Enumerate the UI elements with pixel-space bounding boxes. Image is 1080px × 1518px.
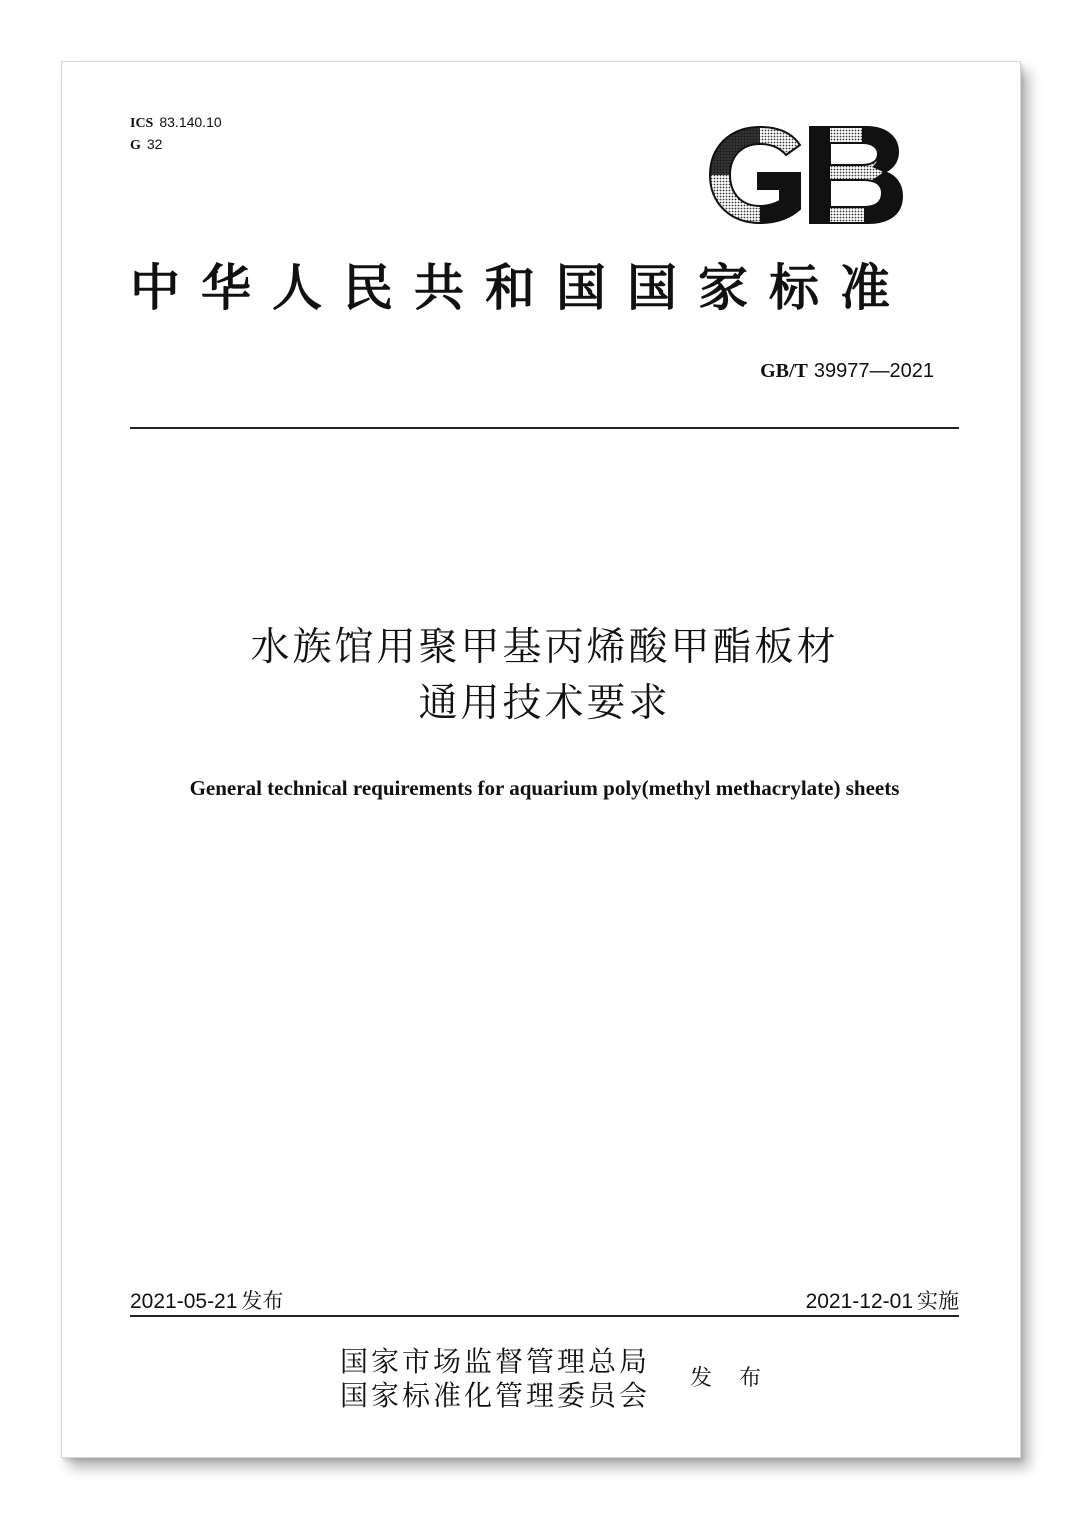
ccs-code xyxy=(130,134,222,156)
publisher-samr: 国家市场监督管理总局 xyxy=(340,1345,651,1378)
standard-number-value: 39977—2021 xyxy=(813,360,934,382)
ics-value: 83.140.10 xyxy=(159,114,222,130)
implement-date-block xyxy=(806,1286,959,1317)
document-title-cn xyxy=(130,620,959,732)
implement-date: 2021-12-01 xyxy=(805,1290,913,1313)
document-title-en: General technical requirements for aquarium poly(methyl methacrylate) sheets xyxy=(189,776,900,800)
title-cn-line2: 通用技术要求 xyxy=(418,681,671,726)
publish-action: 发 布 xyxy=(690,1366,771,1391)
ics-key: ICS xyxy=(130,116,154,131)
publisher-sac: 国家标准化管理委员会 xyxy=(340,1379,651,1412)
classification-codes xyxy=(130,112,222,156)
ccs-value: 32 xyxy=(146,136,163,152)
ics-code xyxy=(130,112,222,134)
gb-logo xyxy=(704,123,904,228)
ccs-key: G xyxy=(130,138,141,153)
issue-label: 发布 xyxy=(241,1289,284,1313)
standard-number xyxy=(760,357,934,384)
top-divider xyxy=(130,427,959,429)
issue-date: 2021-05-21 xyxy=(130,1290,238,1313)
publisher-list xyxy=(340,1345,650,1413)
issue-date-block xyxy=(130,1286,283,1317)
national-standard-title: 中华人民共和国国家标准 xyxy=(130,258,911,317)
implement-label: 实施 xyxy=(917,1289,959,1313)
date-row xyxy=(130,1286,959,1316)
standard-number-prefix: GB/T xyxy=(760,360,808,382)
bottom-divider xyxy=(130,1315,959,1317)
title-cn-line1: 水族馆用聚甲基丙烯酸甲酯板材 xyxy=(250,625,839,670)
